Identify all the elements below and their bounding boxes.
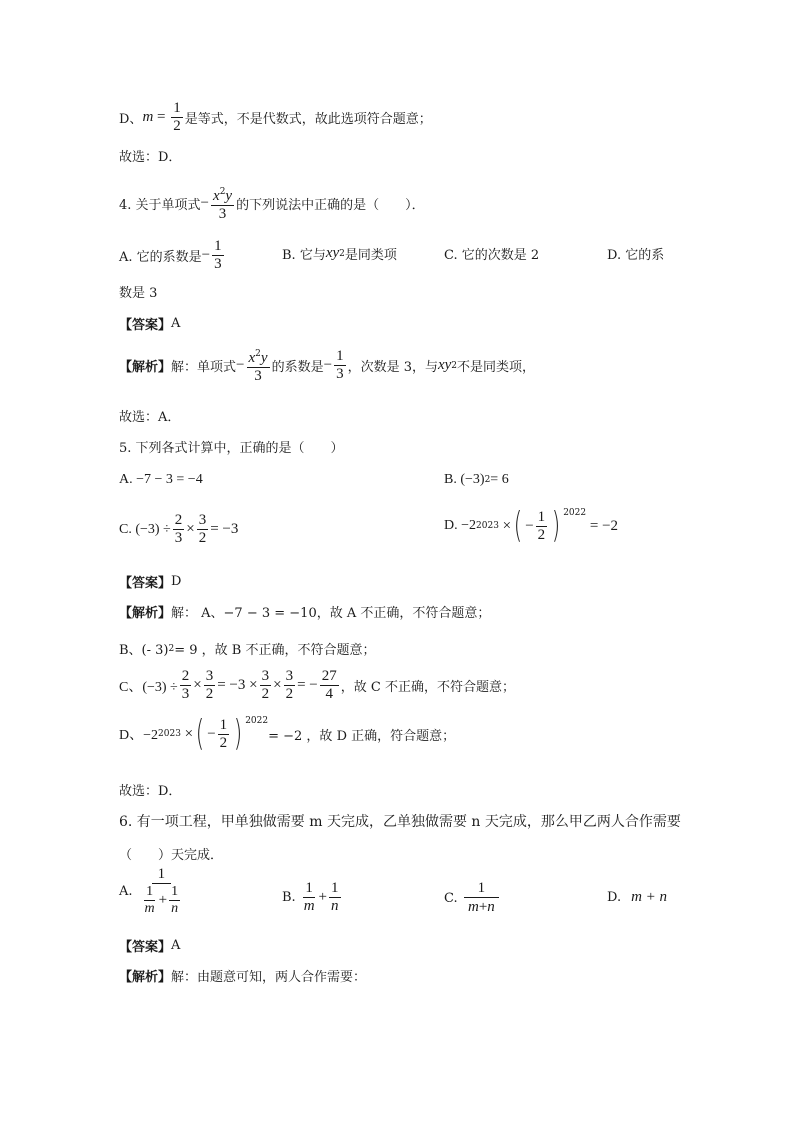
q5-analysis-c: C、(−3) ÷ $\frac{2}{3}$ × $\frac{3}{2}$ = −3 × $\frac{3}{2}$ × $\frac{3}{2}$ = − $\frac{27}{4}$ ，故 C 不正确，不符合题意； (119, 668, 515, 702)
q6-option-c: C. $\frac{1}{m+n}$ (444, 880, 501, 916)
q6-stem-cont: （ ）天完成． (119, 848, 224, 863)
q5-option-a: A. −7 − 3 = −4 (119, 472, 203, 487)
q6-analysis: 【解析】 解：由题意可知，两人合作需要： (119, 970, 367, 985)
q6-option-b: B. $\frac{1}{m}$ + $\frac{1}{n}$ (282, 880, 339, 914)
q6-option-a: A. 1 $\frac{1}{m}$ + $\frac{1}{n}$ (119, 866, 179, 916)
q3-choose: 故选：D． (119, 150, 182, 165)
monomial-fraction: $\frac{x^2y}{3}$ (211, 184, 234, 223)
q3-option-d: D、 m = $\frac{1}{2}$ 是等式，不是代数式，故此选项符合题意； (119, 100, 432, 134)
q5-answer: 【答案】 D (119, 574, 182, 591)
q3-d-prefix: D、 (119, 112, 143, 127)
q6-option-d: D. m + n (607, 889, 668, 905)
q5-analysis-a: 【解析】 解： A、−7 − 3 = −10，故 A 不正确，不符合题意； (119, 606, 491, 621)
q6-answer: 【答案】 A (119, 938, 181, 955)
q5-option-c: C. (−3) ÷ $\frac{2}{3}$ × $\frac{3}{2}$ = −3 (119, 512, 239, 546)
fraction: $\frac{1}{2}$ (173, 100, 181, 134)
q4-stem: 4. 关于单项式 − $\frac{x^2y}{3}$ 的下列说法中正确的是（ ）． (119, 184, 425, 223)
q5-stem: 5. 下列各式计算中，正确的是（ ） (119, 441, 344, 456)
q4-stem-suffix: 的下列说法中正确的是（ ）． (236, 198, 425, 213)
q6-stem: 6. 有一项工程，甲单独做需要 m 天完成，乙单独做需要 n 天完成，那么甲乙两人合作需要 (119, 814, 681, 830)
q4-answer: 【答案】 A (119, 316, 181, 333)
q4-option-d-cont: 数是 3 (119, 286, 158, 301)
q3-d-formula: m (142, 109, 154, 125)
q4-option-a: A. 它的系数是 − $\frac{1}{3}$ (119, 238, 222, 272)
q5-option-d: D. −2 2023 × ( − $\frac{1}{2}$ ) $^{2022}$ = −2 (444, 505, 619, 546)
q3-d-text: 是等式，不是代数式，故此选项符合题意； (184, 112, 432, 127)
q4-option-d: D. 它的系 (607, 248, 665, 263)
q4-choose: 故选：A． (119, 410, 181, 425)
q4-option-c: C. 它的次数是 2 (444, 248, 540, 263)
q5-analysis-b: B、(- 3) 2 = 9 ，故 B 不正确，不符合题意； (119, 643, 376, 658)
q5-option-b: B. (−3) 2 = 6 (444, 472, 509, 487)
q5-analysis-d: D、−2 2023 × ( − $\frac{1}{2}$ ) $^{2022}$ = −2 ，故 D 正确，符合题意； (119, 713, 456, 754)
q4-analysis: 【解析】 解：单项式 − $\frac{x^2y}{3}$ 的系数是 − $\frac{1}{3}$ ，次数是 3，与 xy 2 不是同类项， (119, 348, 536, 384)
q4-number: 4. 关于单项式 (119, 198, 201, 213)
q4-option-b: B. 它与 xy 2 是同类项 (282, 245, 397, 263)
q5-choose: 故选：D． (119, 784, 182, 799)
